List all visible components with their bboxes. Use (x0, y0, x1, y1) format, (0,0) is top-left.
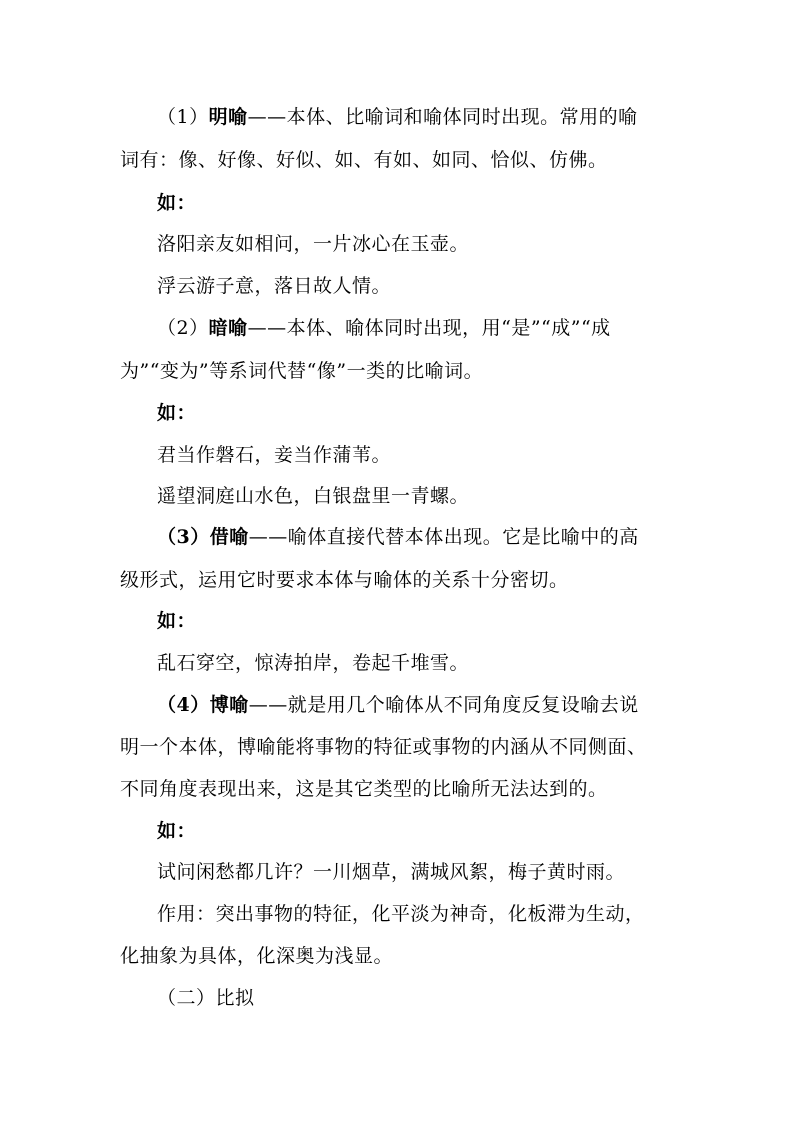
definition-text: ——本体、比喻词和喻体同时出现。常用的喻 (247, 106, 638, 128)
body-line: 不同角度表现出来，这是其它类型的比喻所无法达到的。 (120, 778, 608, 800)
example-line: 洛阳亲友如相问，一片冰心在玉壶。 (157, 233, 470, 255)
example-line: 遥望洞庭山水色，白银盘里一青螺。 (157, 485, 470, 507)
term-label: 借喻 (209, 526, 249, 548)
example-label: 如： (157, 610, 197, 632)
example-label: 如： (157, 820, 197, 842)
example-line: 乱石穿空，惊涛拍岸，卷起千堆雪。 (157, 652, 470, 674)
body-line: 明一个本体，博喻能将事物的特征或事物的内涵从不同侧面、 (120, 736, 647, 758)
term-label: 暗喻 (208, 317, 248, 339)
term-label: 博喻 (209, 694, 249, 716)
section-heading: （二）比拟 (157, 987, 255, 1009)
example-line: 试问闲愁都几许？一川烟草，满城风絮，梅子黄时雨。 (157, 861, 626, 883)
body-line: 级形式，运用它时要求本体与喻体的关系十分密切。 (120, 569, 569, 591)
definition-text: ——喻体直接代替本体出现。它是比喻中的高 (248, 526, 639, 548)
body-line: 为”“变为”等系词代替“像”一类的比喻词。 (120, 360, 484, 382)
example-line: 君当作磐石，妾当作蒲苇。 (157, 444, 392, 466)
metaphor-borrowed-heading (157, 526, 639, 548)
definition-text: ——本体、喻体同时出现，用“是”“成”“成 (247, 317, 611, 339)
metaphor-implicit-heading (157, 317, 611, 339)
example-label: 如： (157, 192, 197, 214)
example-label: 如： (157, 402, 197, 424)
term-label: 明喻 (208, 106, 248, 128)
example-line: 浮云游子意，落日故人情。 (157, 275, 392, 297)
item-number: （2） (157, 317, 209, 339)
body-line: 化抽象为具体，化深奥为浅显。 (120, 945, 394, 967)
metaphor-extended-heading (157, 694, 639, 716)
function-line: 作用：突出事物的特征，化平淡为神奇，化板滞为生动， (157, 903, 645, 925)
body-line: 词有：像、好像、好似、如、有如、如同、恰似、仿佛。 (120, 149, 608, 171)
definition-text: ——就是用几个喻体从不同角度反复设喻去说 (248, 694, 639, 716)
item-number: （1） (157, 106, 209, 128)
item-number: （3） (157, 526, 210, 548)
metaphor-simile-heading (157, 106, 638, 128)
item-number: （4） (157, 694, 210, 716)
